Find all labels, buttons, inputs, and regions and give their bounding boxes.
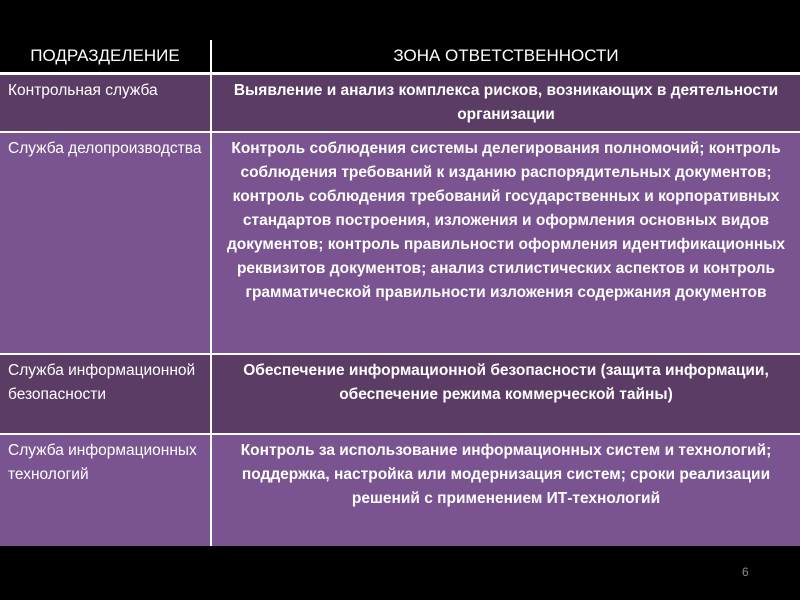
zone-cell: Контроль соблюдения системы делегирования полномочий; контроль соблюдения требований к изданию распорядительных документов; контроль соблюдения требований государственных и корпоративных стандартов построения, изложения и оформления основных видов документов; контроль правильности оформления идентификационных реквизитов документов; анализ стилистических аспектов и контроль грамматической правильности изложения содержания документов [211,132,800,354]
zone-cell: Обеспечение информационной безопасности (защита информации, обеспечение режима коммерческой тайны) [211,354,800,434]
table-row [0,132,800,354]
table-row [0,434,800,546]
unit-cell: Контрольная служба [0,74,211,133]
page-number: 6 [742,565,749,579]
zone-cell: Выявление и анализ комплекса рисков, возникающих в деятельности организации [211,74,800,133]
table-header-row [0,40,800,74]
table-row [0,354,800,434]
responsibility-table [0,40,800,546]
zone-cell: Контроль за использование информационных систем и технологий; поддержка, настройка или модернизация систем; сроки реализации решений с применением ИТ-технологий [211,434,800,546]
header-zone: ЗОНА ОТВЕТСТВЕННОСТИ [211,40,800,74]
header-unit: ПОДРАЗДЕЛЕНИЕ [0,40,211,74]
unit-cell: Служба информационной безопасности [0,354,211,434]
table-row [0,74,800,133]
unit-cell: Служба делопроизводства [0,132,211,354]
unit-cell: Служба информационных технологий [0,434,211,546]
